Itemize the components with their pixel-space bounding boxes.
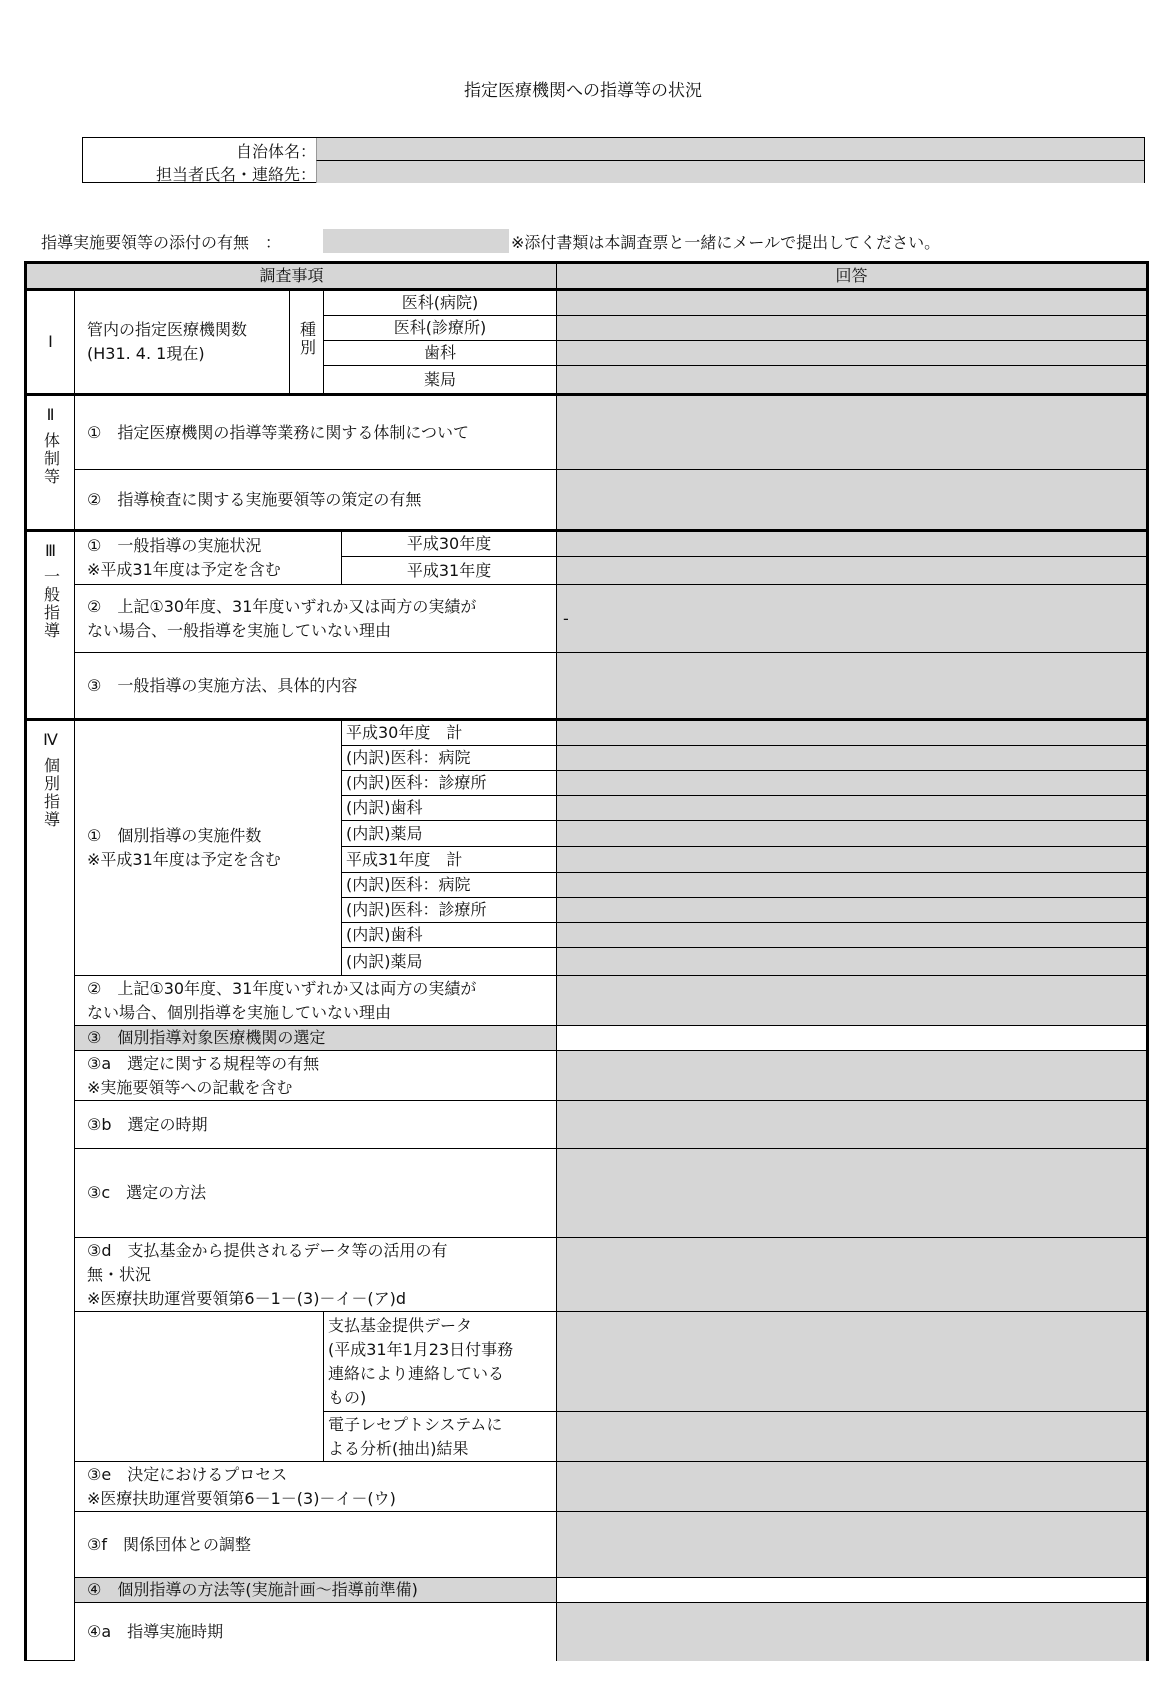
sec4-item3d-sub1-line4: もの) xyxy=(328,1387,367,1407)
sec4-count-label: (内訳)医科：診療所 xyxy=(342,898,557,923)
answer-cell-blank xyxy=(557,1578,1148,1603)
sec4-heading xyxy=(26,720,75,1661)
answer-cell[interactable] xyxy=(557,796,1148,821)
sec4-item3d-sub2-line1: 電子レセプトシステムに xyxy=(328,1414,503,1434)
sec2-item1: ① 指定医療機関の指導等業務に関する体制について xyxy=(75,395,557,470)
attachment-note: ※添付書類は本調査票と一緒にメールで提出してください。 xyxy=(511,233,941,252)
sec4-code: Ⅳ xyxy=(43,730,58,749)
sec4-item3d-sub2-line2: よる分析(抽出)結果 xyxy=(328,1438,469,1458)
answer-cell[interactable] xyxy=(557,847,1148,873)
sec1-label-line1: 管内の指定医療機関数 xyxy=(87,320,248,339)
sec3-year-label: 平成31年度 xyxy=(342,557,557,585)
answer-cell[interactable] xyxy=(557,557,1148,585)
sec4-item3d-line2: 無・状況 xyxy=(87,1264,152,1284)
sec3-item2-line1: ② 上記①30年度、31年度いずれか又は両方の実績が xyxy=(87,596,477,616)
sec4-item2-line1: ② 上記①30年度、31年度いずれか又は両方の実績が xyxy=(87,978,477,998)
sec4-count-label: (内訳)薬局 xyxy=(342,948,557,976)
sec2-item2: ② 指導検査に関する実施要領等の策定の有無 xyxy=(75,470,557,531)
sec3-item2-answer[interactable]: - xyxy=(557,585,1148,653)
sec4-count-label: (内訳)薬局 xyxy=(342,821,557,847)
answer-cell[interactable] xyxy=(557,746,1148,771)
sec4-item3d-sub1-line1: 支払基金提供データ xyxy=(328,1315,473,1335)
sec4-count-label: (内訳)医科：病院 xyxy=(342,746,557,771)
municipality-label: 自治体名： xyxy=(235,142,316,161)
answer-cell[interactable] xyxy=(557,976,1148,1026)
answer-cell[interactable] xyxy=(557,873,1148,898)
sec4-item3f: ③f 関係団体との調整 xyxy=(75,1512,557,1578)
sec4-item1 xyxy=(75,720,342,976)
sec4-count-label: (内訳)歯科 xyxy=(342,923,557,948)
sec1-type-label-text: 種別 xyxy=(297,320,317,357)
sec4-count-label: (内訳)医科：診療所 xyxy=(342,771,557,796)
answer-cell[interactable] xyxy=(557,1312,1148,1412)
sec3-heading xyxy=(26,531,75,720)
sec4-title: 個別指導 xyxy=(41,757,61,829)
answer-cell[interactable] xyxy=(557,316,1148,341)
answer-cell[interactable] xyxy=(557,1149,1148,1238)
answer-cell[interactable] xyxy=(557,366,1148,395)
sec1-type-label xyxy=(290,290,324,395)
sec1-label-line2: (H31. 4. 1現在) xyxy=(87,344,205,363)
answer-cell[interactable] xyxy=(557,771,1148,796)
sec4-count-label: 平成30年度 計 xyxy=(342,720,557,746)
sec4-item3d xyxy=(75,1238,557,1312)
sec4-count-label: (内訳)医科：病院 xyxy=(342,873,557,898)
sec3-item1-line2: ※平成31年度は予定を含む xyxy=(87,560,281,579)
answer-cell[interactable] xyxy=(557,470,1148,531)
sec3-code: Ⅲ xyxy=(44,541,57,560)
sec1-row-label: 医科(病院) xyxy=(324,290,557,316)
sec3-item2 xyxy=(75,585,557,653)
sec2-code: Ⅱ xyxy=(46,405,55,424)
sec4-item3c: ③c 選定の方法 xyxy=(75,1149,557,1238)
attachment-input[interactable] xyxy=(323,229,509,253)
answer-cell[interactable] xyxy=(557,395,1148,470)
sec4-item3d-spacer xyxy=(75,1312,324,1462)
answer-cell[interactable] xyxy=(557,1462,1148,1512)
municipality-input[interactable] xyxy=(316,138,1144,161)
sec4-item2 xyxy=(75,976,557,1026)
answer-cell[interactable] xyxy=(557,1051,1148,1101)
contact-input[interactable] xyxy=(316,161,1144,183)
sec4-item3d-line3: ※医療扶助運営要領第6－1－(3)－イ－(ア)d xyxy=(87,1288,407,1308)
answer-cell[interactable] xyxy=(557,1603,1148,1661)
sec1-code: Ⅰ xyxy=(26,290,75,395)
sec3-item1-line1: ① 一般指導の実施状況 xyxy=(87,536,262,555)
answer-cell[interactable] xyxy=(557,898,1148,923)
answer-cell[interactable] xyxy=(557,341,1148,366)
answer-cell[interactable] xyxy=(557,720,1148,746)
sec2-heading xyxy=(26,395,75,531)
sec4-item3d-sub1-line3: 連絡により連絡している xyxy=(328,1363,505,1383)
answer-cell[interactable] xyxy=(557,821,1148,847)
sec1-row-label: 医科(診療所) xyxy=(324,316,557,341)
sec4-item1-line1: ① 個別指導の実施件数 xyxy=(87,826,262,845)
header-box xyxy=(82,137,1145,183)
sec4-item2-line2: ない場合、個別指導を実施していない理由 xyxy=(87,1002,392,1022)
sec4-item3e-line1: ③e 決定におけるプロセス xyxy=(87,1464,288,1484)
contact-label: 担当者氏名・連絡先： xyxy=(155,165,316,184)
answer-cell[interactable] xyxy=(557,1412,1148,1462)
sec4-item3: ③ 個別指導対象医療機関の選定 xyxy=(75,1026,557,1051)
sec4-item3d-line1: ③d 支払基金から提供されるデータ等の活用の有 xyxy=(87,1240,448,1260)
sec4-item4: ④ 個別指導の方法等(実施計画～指導前準備) xyxy=(75,1578,557,1603)
sec4-item3a xyxy=(75,1051,557,1101)
answer-cell[interactable] xyxy=(557,653,1148,720)
answer-cell[interactable] xyxy=(557,1101,1148,1149)
sec4-item1-line2: ※平成31年度は予定を含む xyxy=(87,850,281,869)
sec3-item3: ③ 一般指導の実施方法、具体的内容 xyxy=(75,653,557,720)
sec1-row-label: 薬局 xyxy=(324,366,557,395)
sec3-title: 一般指導 xyxy=(41,568,61,640)
answer-cell[interactable] xyxy=(557,1238,1148,1312)
sec4-item3a-line2: ※実施要領等への記載を含む xyxy=(87,1077,293,1097)
sec4-item3d-sub1-line2: (平成31年1月23日付事務 xyxy=(328,1339,514,1359)
sec4-item4a: ④a 指導実施時期 xyxy=(75,1603,557,1661)
sec4-item3d-sub1 xyxy=(324,1312,557,1412)
sec1-label xyxy=(75,290,290,395)
sec4-count-label: (内訳)歯科 xyxy=(342,796,557,821)
sec3-item1 xyxy=(75,531,342,585)
page-title: 指定医療機関への指導等の状況 xyxy=(464,81,702,101)
sec4-item3e xyxy=(75,1462,557,1512)
sec4-count-label: 平成31年度 計 xyxy=(342,847,557,873)
sec1-row-label: 歯科 xyxy=(324,341,557,366)
answer-cell[interactable] xyxy=(557,923,1148,948)
sec4-item3d-sub2 xyxy=(324,1412,557,1462)
survey-table xyxy=(24,261,1149,1661)
answer-cell-blank xyxy=(557,1026,1148,1051)
sec4-item3b: ③b 選定の時期 xyxy=(75,1101,557,1149)
answer-cell[interactable] xyxy=(557,1512,1148,1578)
header-answer-col: 回答 xyxy=(557,263,1148,290)
sec2-title: 体制等 xyxy=(41,432,61,486)
attachment-label: 指導実施要領等の添付の有無 ： xyxy=(41,233,282,252)
header-item-col: 調査事項 xyxy=(26,263,557,290)
sec3-item2-line2: ない場合、一般指導を実施していない理由 xyxy=(87,620,392,640)
answer-cell[interactable] xyxy=(557,948,1148,976)
answer-cell[interactable] xyxy=(557,290,1148,316)
sec4-item3a-line1: ③a 選定に関する規程等の有無 xyxy=(87,1053,320,1073)
sec3-year-label: 平成30年度 xyxy=(342,531,557,557)
answer-cell[interactable] xyxy=(557,531,1148,557)
sec4-item3e-line2: ※医療扶助運営要領第6－1－(3)－イ－(ウ) xyxy=(87,1488,396,1508)
